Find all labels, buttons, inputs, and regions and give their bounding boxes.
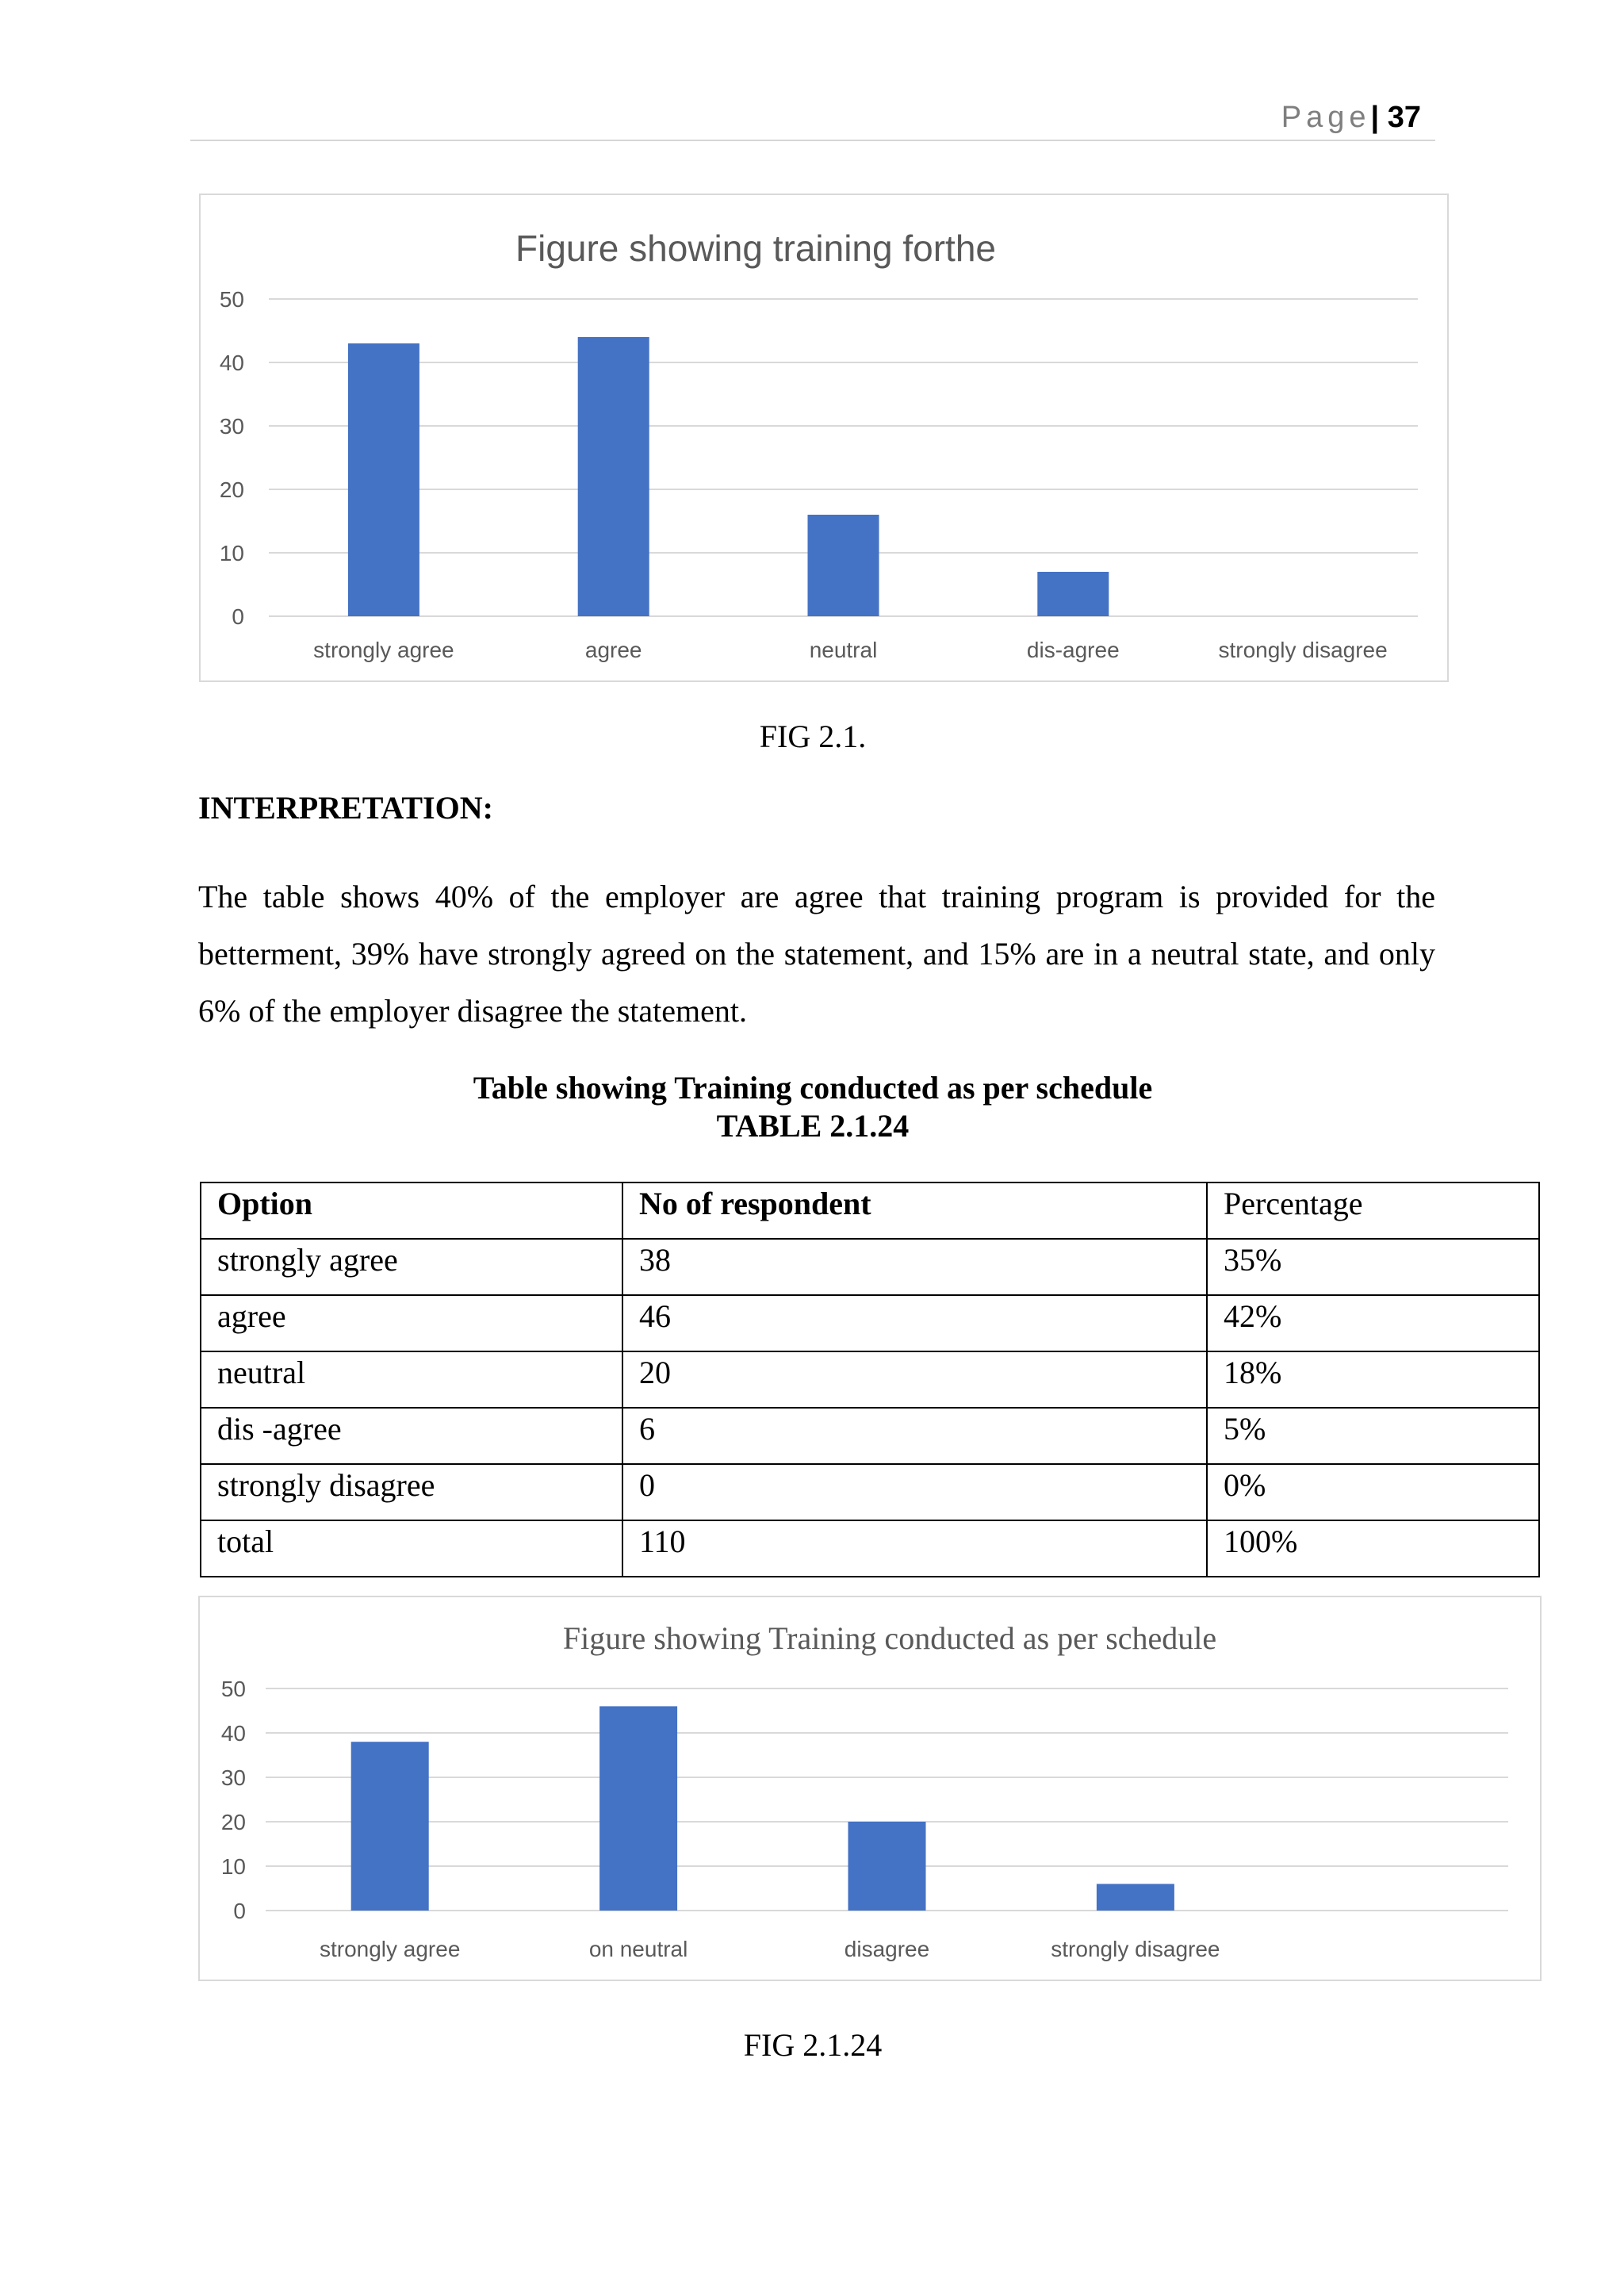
chart1-category-label: strongly agree — [313, 638, 454, 662]
chart1-svg — [201, 195, 1447, 680]
chart1-bar — [808, 515, 879, 616]
chart1-bar — [348, 343, 419, 616]
table-header-row — [201, 1182, 1539, 1239]
chart2-y-tick-label: 30 — [220, 1765, 246, 1790]
table-row — [201, 1464, 1539, 1520]
chart2-y-tick-label: 0 — [233, 1899, 246, 1923]
table-number: TABLE 2.1.24 — [716, 1108, 910, 1144]
cell-option: total — [201, 1520, 622, 1577]
cell-percentage: 0% — [1207, 1464, 1539, 1520]
cell-percentage: 100% — [1207, 1520, 1539, 1577]
cell-percentage: 5% — [1207, 1408, 1539, 1464]
table-row — [201, 1351, 1539, 1408]
chart2-category-label: on neutral — [588, 1937, 688, 1961]
chart2-bar — [848, 1822, 926, 1911]
header-respondents: No of respondent — [622, 1182, 1207, 1239]
chart2-bar — [1097, 1884, 1174, 1911]
cell-option: strongly disagree — [201, 1464, 622, 1520]
cell-respondents: 38 — [622, 1239, 1207, 1295]
data-table — [200, 1182, 1540, 1577]
page-number-value: 37 — [1387, 101, 1421, 134]
table-row — [201, 1520, 1539, 1577]
chart1-category-label: neutral — [809, 638, 878, 662]
chart1-category-label: agree — [584, 638, 642, 662]
cell-respondents: 46 — [622, 1295, 1207, 1351]
chart2-svg — [200, 1597, 1540, 1980]
cell-respondents: 6 — [622, 1408, 1207, 1464]
chart2-category-label: disagree — [844, 1937, 930, 1961]
table-row — [201, 1295, 1539, 1351]
cell-option: agree — [201, 1295, 622, 1351]
chart1-y-tick-label: 30 — [219, 414, 244, 439]
chart1-bar — [578, 337, 649, 616]
chart1-y-tick-label: 20 — [219, 477, 244, 502]
page-number — [1281, 95, 1421, 140]
cell-percentage: 35% — [1207, 1239, 1539, 1295]
page-label: Page — [1281, 101, 1371, 134]
chart1-y-tick-label: 40 — [219, 351, 244, 375]
chart2-bar — [351, 1742, 429, 1911]
interpretation-text: The table shows 40% of the employer are agree that training program is provided for the betterment, 39% have strongly agreed on the statement, and 15% are in a neutral state, and only 6% of the employer disagree the statement. — [198, 879, 1435, 1029]
chart-training-schedule — [198, 1596, 1542, 1981]
table-title: Table showing Training conducted as per schedule — [473, 1070, 1153, 1106]
cell-respondents: 20 — [622, 1351, 1207, 1408]
chart2-title: Figure showing Training conducted as per schedule — [562, 1620, 1217, 1656]
chart2-category-label: strongly disagree — [1051, 1937, 1220, 1961]
page-separator: | — [1370, 101, 1380, 134]
chart1-title: Figure showing training forthe — [515, 228, 996, 269]
chart2-y-tick-label: 40 — [220, 1721, 246, 1746]
cell-option: neutral — [201, 1351, 622, 1408]
cell-percentage: 42% — [1207, 1295, 1539, 1351]
chart2-y-tick-label: 10 — [220, 1854, 246, 1879]
header-option: Option — [201, 1182, 622, 1239]
table-row — [201, 1408, 1539, 1464]
chart2-y-tick-label: 20 — [220, 1810, 246, 1834]
cell-option: dis -agree — [201, 1408, 622, 1464]
header-percentage: Percentage — [1207, 1182, 1539, 1239]
chart-training-for-the — [199, 194, 1449, 682]
chart2-category-label: strongly agree — [319, 1937, 461, 1961]
chart1-y-tick-label: 50 — [219, 287, 244, 312]
cell-option: strongly agree — [201, 1239, 622, 1295]
chart1-bar — [1037, 572, 1109, 616]
interpretation-heading: INTERPRETATION: — [198, 790, 493, 826]
cell-percentage: 18% — [1207, 1351, 1539, 1408]
cell-respondents: 0 — [622, 1464, 1207, 1520]
chart2-y-tick-label: 50 — [220, 1677, 246, 1701]
chart1-category-label: dis-agree — [1026, 638, 1120, 662]
figure1-caption: FIG 2.1. — [759, 719, 867, 754]
cell-respondents: 110 — [622, 1520, 1207, 1577]
chart1-category-label: strongly disagree — [1218, 638, 1388, 662]
page-header — [190, 95, 1435, 141]
figure2-caption: FIG 2.1.24 — [743, 2027, 883, 2063]
chart1-y-tick-label: 10 — [219, 541, 244, 565]
chart2-bar — [599, 1706, 677, 1911]
chart1-y-tick-label: 0 — [232, 604, 244, 629]
table-row — [201, 1239, 1539, 1295]
